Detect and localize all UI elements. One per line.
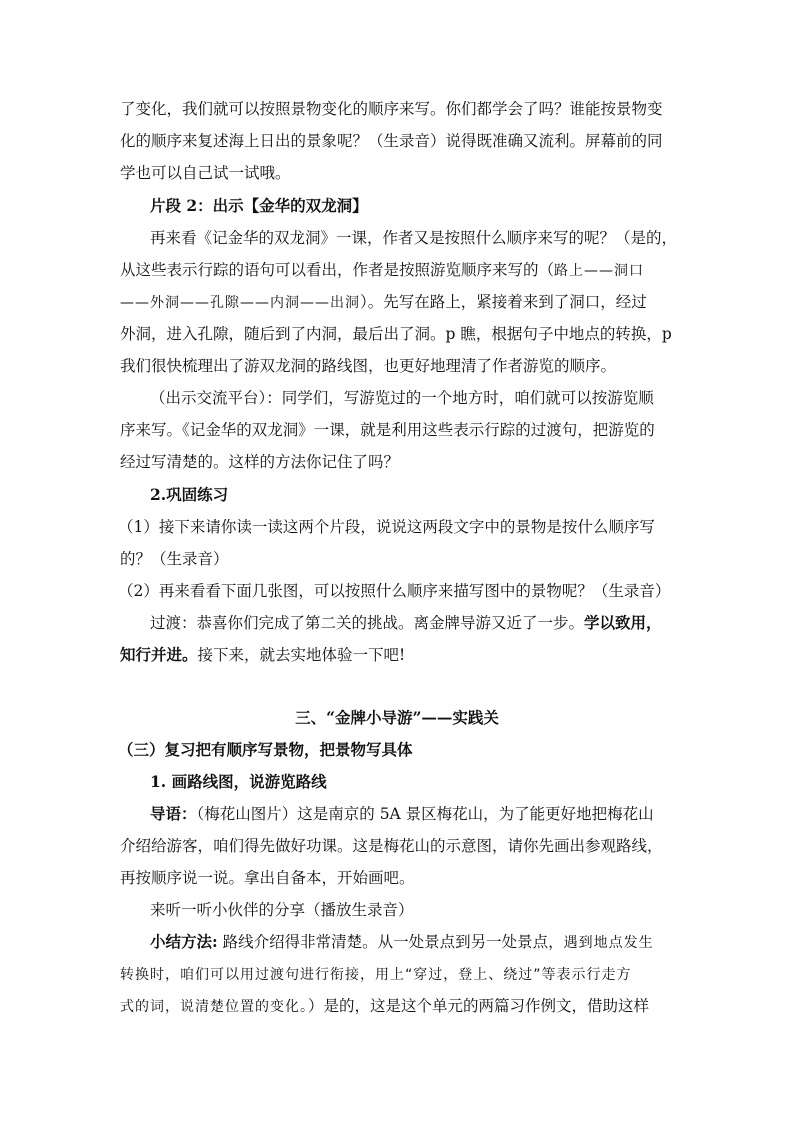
paragraph-line: （1）接下来请你读一读这两个片段，说说这两段文字中的景物是按什么顺序写 (118, 518, 655, 536)
paragraph-line: 小结方法: 路线介绍得非常清楚。从一处景点到另一处景点，遇到地点发生 (150, 932, 654, 951)
section-heading: 片段 2：出示【金华的双龙洞】 (150, 196, 368, 215)
paragraph-line: 我们很快梳理出了游双龙洞的路线图，也更好地理清了作者游览的顺序。 (120, 357, 617, 375)
emphasis-text: 知行并进。 (120, 645, 198, 664)
label-text: 导语： (150, 804, 197, 823)
paragraph-line: 知行并进。接下来，就去实地体验一下吧! (120, 645, 406, 664)
route-text: 路上——洞口 (554, 263, 645, 279)
paragraph-line: 学也可以自己试一试哦。 (120, 164, 291, 182)
paragraph-line: 介绍给游客，咱们得先做好功课。这是梅花山的示意图，请你先画出参观路线， (120, 837, 663, 855)
paragraph-line: 从这些表示行踪的语句可以看出，作者是按照游览顺序来写的（路上——洞口 (120, 261, 645, 279)
paragraph-line: 化的顺序来复述海上日出的景象呢？（生录音）说得既准确又流利。屏幕前的同 (120, 132, 663, 150)
paragraph-line: 了变化，我们就可以按照景物变化的顺序来写。你们都学会了吗？谁能按景物变 (120, 100, 663, 118)
paragraph-line: 式的词，说清楚位置的变化。）是的，这是这个单元的两篇习作例文，借助这样 (120, 997, 650, 1015)
paragraph-line: 再来看《记金华的双龙洞》一课，作者又是按照什么顺序来写的呢？（是的， (150, 229, 678, 247)
paragraph-line: 转换时，咱们可以用过渡句进行衔接，用上“穿过，登上、绕过”等表示行走方 (120, 967, 632, 983)
paragraph-line: 序来写。《记金华的双龙洞》一课，就是利用这些表示行踪的过渡句，把游览的 (120, 421, 655, 439)
route-text: ——外洞——孔隙——内洞——出洞 (120, 295, 360, 311)
paragraph-line: 再按顺序说一说。拿出自备本，开始画吧。 (120, 869, 415, 887)
paragraph-line: ——外洞——孔隙——内洞——出洞）。先写在路上，紧接着来到了洞口，经过 (120, 293, 647, 311)
emphasis-text: 学以致用， (584, 613, 662, 632)
section-heading: （三）复习把有顺序写景物，把景物写具体 (118, 740, 413, 759)
section-heading: 1. 画路线图，说游览路线 (150, 772, 327, 791)
paragraph-line: 经过写清楚的。这样的方法你记住了吗？ (120, 453, 400, 471)
paragraph-line: 的？（生录音） (120, 550, 229, 568)
paragraph-line: （出示交流平台）：同学们，写游览过的一个地方时，咱们就可以按游览顺 (150, 389, 654, 407)
label-text: 小结方法: (150, 932, 218, 951)
chapter-title: 三、“金牌小导游”——实践关 (295, 708, 499, 727)
paragraph-line: （2）再来看看下面几张图，可以按照什么顺序来描写图中的景物呢？（生录音） (118, 582, 671, 600)
section-heading: 2.巩固练习 (150, 485, 229, 504)
paragraph-line: 导语：（梅花山图片）这是南京的 5A 景区梅花山，为了能更好地把梅花山 (150, 804, 654, 823)
paragraph-line: 外洞，进入孔隙，随后到了内洞，最后出了洞。p 瞧，根据句子中地点的转换，p (120, 325, 672, 343)
paragraph-line: 来听一听小伙伴的分享（播放生录音） (150, 901, 414, 919)
paragraph-line: 过渡：恭喜你们完成了第二关的挑战。离金牌导游又近了一步。学以致用， (150, 613, 662, 632)
